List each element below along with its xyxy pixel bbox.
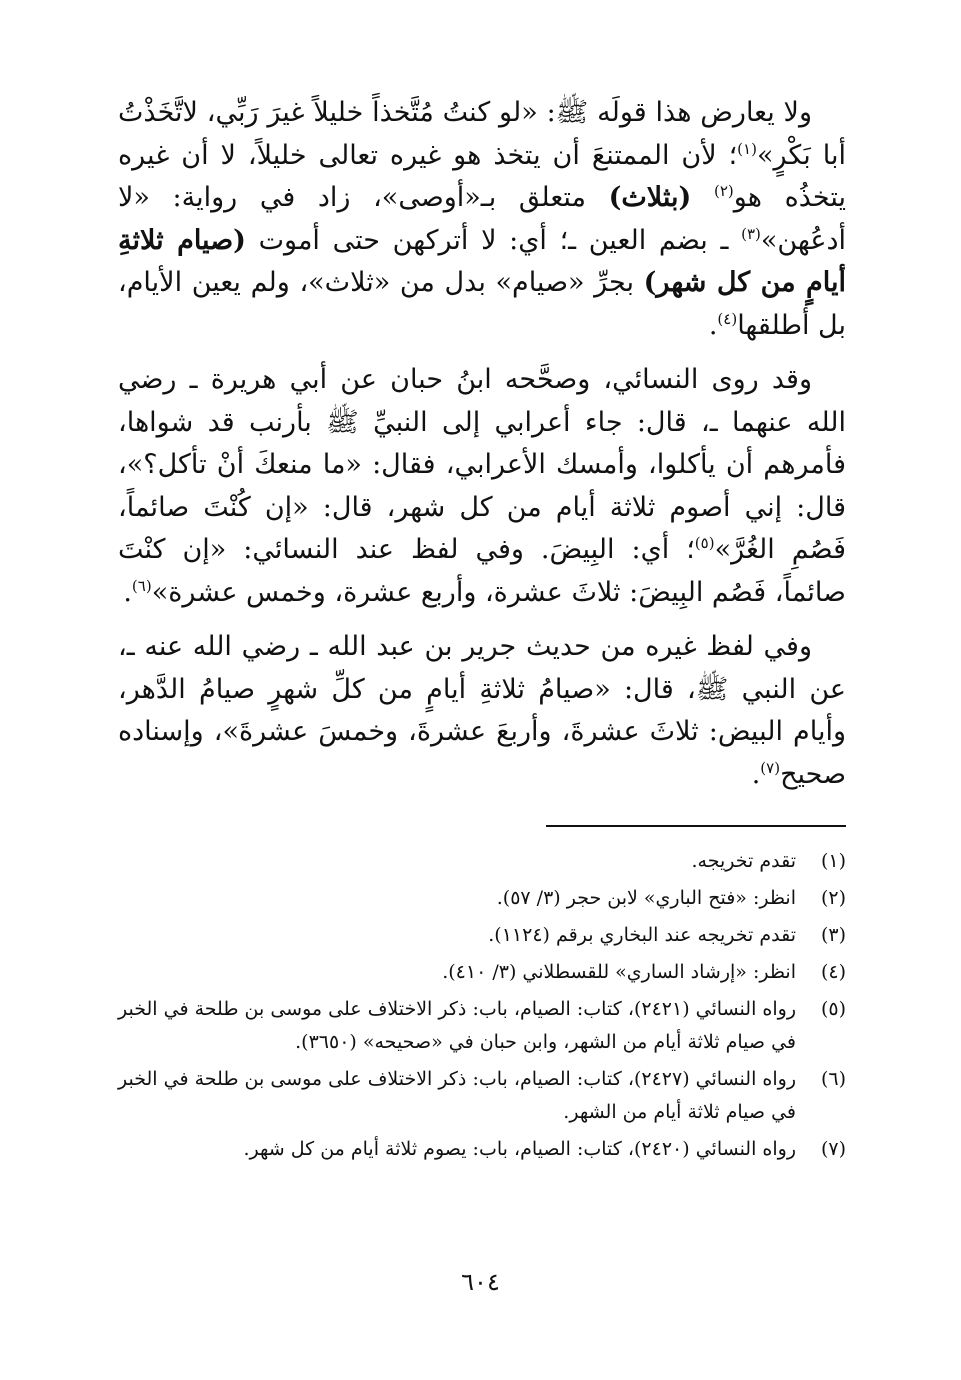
text-run: وقد روى النسائي، وصحَّحه ابنُ حبان عن أبي هريرة ـ رضي الله عنهما ـ، قال: جاء أعرابي إلى النبيِّ ﷺ بأرنب قد شواها، فأمرهم أن يأكلوا، وأمسك الأعرابي، فقال: «ما منعكَ أنْ تأكل؟»، قال: إني أصوم ثلاثة أيام من كل شهر، قال: «إن كُنْتَ صائماً، فَصُمِ الغُرَّ»: [118, 364, 847, 565]
bold-term: (بثلاث): [608, 182, 692, 213]
footnote-number: (٦): [820, 1068, 846, 1090]
footnote-ref: (١): [737, 139, 757, 158]
footnote-item: [118, 882, 846, 915]
footnote-text: رواه النسائي (٢٤٢٧)، كتاب: الصيام، باب: ذكر الاختلاف على موسى بن طلحة في الخبر في صيام ثلاثة أيام من الشهر.: [118, 1068, 796, 1123]
paragraph: [118, 359, 846, 614]
footnote-number: (٣): [820, 924, 846, 946]
footnote-ref: (٣): [741, 224, 761, 243]
text-run: بجرِّ «صيام» بدل من «ثلاث»، ولم يعين الأيام، بل أطلقها: [118, 267, 846, 341]
footnote-item: [118, 1133, 846, 1166]
text-run: .: [708, 309, 718, 341]
bold-term: (صيام ثلاثةِ أيامٍ من كل شهر): [118, 224, 847, 298]
footnote-text: رواه النسائي (٢٤٢١)، كتاب: الصيام، باب: ذكر الاختلاف على موسى بن طلحة في الخبر في صيام ثلاثة أيام من الشهر، وابن حبان في «صحيحه» (٣٦٥٠).: [118, 998, 796, 1053]
footnote-text: انظر: «فتح الباري» لابن حجر (٣/ ٥٧).: [496, 887, 796, 909]
footnote-text: تقدم تخريجه.: [691, 850, 796, 872]
footnote-item: [118, 956, 846, 989]
text-run: ولا يعارض هذا قولَه ﷺ: «لو كنتُ مُتَّخذاً خليلاً غيرَ رَبِّي، لاتَّخَذْتُ أبا بَكْرٍ»: [118, 97, 846, 171]
footnote-text: انظر: «إرشاد الساري» للقسطلاني (٣/ ٤١٠).: [442, 961, 796, 983]
footnote-text: رواه النسائي (٢٤٢٠)، كتاب: الصيام، باب: يصوم ثلاثة أيام من كل شهر.: [243, 1138, 796, 1160]
footnote-number: (٧): [820, 1138, 846, 1160]
footnote-item: [118, 1063, 846, 1129]
text-run: .: [751, 758, 761, 790]
footnote-ref: (٤): [717, 309, 738, 328]
footnote-item: [118, 993, 846, 1059]
footnote-text: تقدم تخريجه عند البخاري برقم (١١٢٤).: [488, 924, 796, 946]
footnote-ref: (٦): [131, 576, 152, 595]
main-text: [118, 92, 846, 808]
footnote-item: [118, 845, 846, 878]
text-run: وفي لفظ غيره من حديث جرير بن عبد الله ـ رضي الله عنه ـ، عن النبي ﷺ، قال: «صيامُ ثلاثةِ أيامٍ من كلِّ شهرٍ صيامُ الدَّهر، وأيام البيض: ثلاثَ عشرةَ، وأربعَ عشرةَ، وخمسَ عشرةَ»، وإسناده صحيح: [118, 631, 846, 790]
text-run: ـ بضم العين ـ؛ أي: لا أتركهن حتى أموت: [245, 224, 742, 256]
footnote-number: (٢): [820, 887, 846, 909]
footnote-separator: [546, 825, 846, 827]
text-run: متعلق بـ«أوصى»، زاد في رواية: «لا أدعُهن»: [118, 182, 847, 256]
text-run: .: [123, 576, 132, 608]
footnote-ref: (٧): [760, 758, 781, 777]
paragraph: [118, 626, 846, 796]
text-run: ؛ أي: البِيضَ. وفي لفظ عند النسائي: «إن كنْتَ صائماً، فَصُم البِيضَ: ثلاثَ عشرة، وأربع عشرة، وخمس عشرة»: [118, 534, 846, 608]
footnote-ref: (٥): [694, 534, 715, 552]
text-run: [691, 182, 714, 213]
footnote-ref: (٢): [713, 182, 734, 200]
footnote-number: (١): [820, 850, 846, 872]
footnote-number: (٤): [820, 961, 846, 983]
footnotes: [118, 845, 846, 1170]
text-run: ؛ لأن الممتنعَ أن يتخذ هو غيره تعالى خليلاً، لا أن غيره يتخذُه هو: [118, 139, 846, 213]
footnote-item: [118, 919, 846, 952]
footnote-number: (٥): [820, 998, 846, 1020]
page-number: ٦٠٤: [461, 1268, 500, 1296]
paragraph: [118, 92, 846, 347]
